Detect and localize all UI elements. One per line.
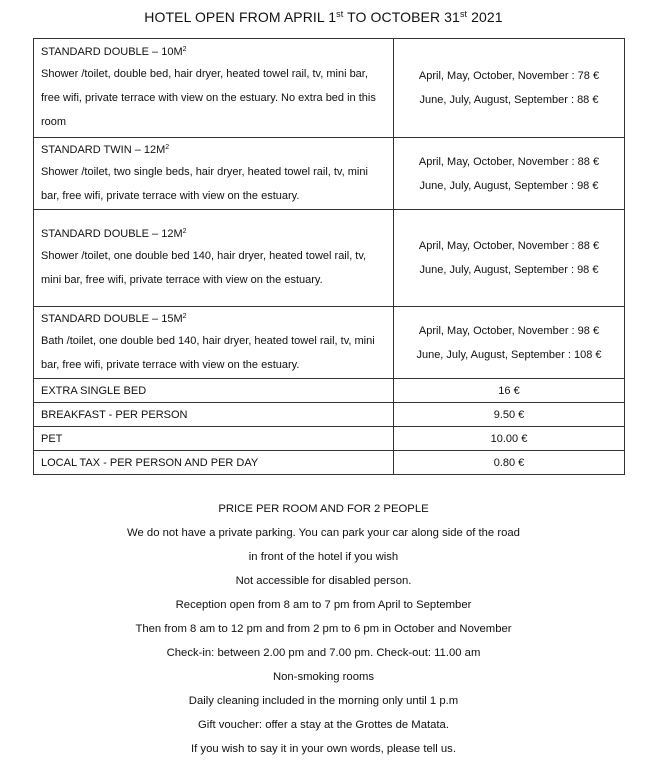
extra-row bbox=[34, 427, 625, 451]
room-price-cell bbox=[394, 307, 625, 379]
price-low-season: April, May, October, November : 98 € bbox=[418, 324, 600, 337]
extra-row bbox=[34, 451, 625, 475]
info-section bbox=[0, 501, 647, 765]
room-name-text: STANDARD DOUBLE – 12M bbox=[41, 228, 183, 240]
room-name bbox=[41, 42, 389, 62]
cleaning-note: Daily cleaning included in the morning only until 1 p.m bbox=[188, 695, 459, 707]
reception-hours-line-2: Then from 8 am to 12 pm and from 2 pm to 6 pm in October and November bbox=[135, 623, 512, 635]
title-prefix: HOTEL OPEN FROM APRIL 1 bbox=[144, 9, 337, 25]
room-price-cell bbox=[394, 138, 625, 210]
title-middle: TO OCTOBER 31 bbox=[343, 9, 460, 25]
room-description: Shower /toilet, two single beds, hair dryer, heated towel rail, tv, mini bar, free wifi, private terrace with view on the estuary. bbox=[41, 165, 368, 202]
room-row bbox=[34, 39, 625, 138]
check-in-out-times: Check-in: between 2.00 pm and 7.00 pm. Check-out: 11.00 am bbox=[166, 647, 481, 659]
extra-value: 9.50 € bbox=[394, 403, 625, 427]
room-description: Shower /toilet, one double bed 140, hair dryer, heated towel rail, tv, mini bar, free wifi, private terrace with view on the estuary. bbox=[41, 250, 367, 286]
parking-note-line-1: We do not have a private parking. You can park your car along side of the road bbox=[127, 527, 520, 539]
parking-note-line-2: in front of the hotel if you wish bbox=[248, 551, 399, 563]
room-row bbox=[34, 210, 625, 307]
room-name bbox=[41, 309, 389, 329]
extra-label: LOCAL TAX - PER PERSON AND PER DAY bbox=[34, 451, 394, 475]
room-description: Shower /toilet, double bed, hair dryer, heated towel rail, tv, mini bar, free wifi, private terrace with view on the estuary. No extra bed in this room bbox=[41, 68, 376, 128]
title-sup-first: st bbox=[336, 9, 344, 19]
price-low-season: April, May, October, November : 88 € bbox=[418, 240, 600, 252]
smoking-policy: Non-smoking rooms bbox=[272, 671, 375, 683]
room-price-cell bbox=[394, 39, 625, 138]
title-sup-second: st bbox=[459, 9, 468, 19]
extra-row bbox=[34, 403, 625, 427]
extra-row bbox=[34, 379, 625, 403]
price-low-season: April, May, October, November : 88 € bbox=[418, 155, 600, 168]
extra-value: 16 € bbox=[394, 379, 625, 403]
rates-table bbox=[33, 38, 625, 475]
room-unit-sup: 2 bbox=[182, 228, 187, 235]
room-price-cell bbox=[394, 210, 625, 307]
extra-label: BREAKFAST - PER PERSON bbox=[34, 403, 394, 427]
room-row bbox=[34, 138, 625, 210]
room-name-text: STANDARD DOUBLE – 10M bbox=[41, 46, 183, 58]
price-high-season: June, July, August, September : 88 € bbox=[419, 94, 599, 106]
reception-hours-line-1: Reception open from 8 am to 7 pm from April to September bbox=[175, 599, 472, 611]
room-description: Bath /toilet, one double bed 140, hair dryer, heated towel rail, tv, mini bar, free wifi, private terrace with view on the estuary. bbox=[41, 334, 375, 371]
room-unit-sup: 2 bbox=[182, 46, 187, 53]
extra-label: PET bbox=[34, 427, 394, 451]
accessibility-note: Not accessible for disabled person. bbox=[235, 575, 412, 587]
extra-value: 0.80 € bbox=[394, 451, 625, 475]
room-row bbox=[34, 307, 625, 379]
room-info-cell bbox=[34, 138, 394, 210]
gift-voucher-note: Gift voucher: offer a stay at the Grottes de Matata. bbox=[198, 719, 449, 731]
room-unit-sup: 2 bbox=[182, 312, 187, 320]
room-name-text: STANDARD DOUBLE – 15M bbox=[41, 312, 183, 325]
page-title bbox=[0, 8, 647, 26]
price-high-season: June, July, August, September : 108 € bbox=[416, 348, 602, 361]
extra-value: 10.00 € bbox=[394, 427, 625, 451]
room-info-cell bbox=[34, 307, 394, 379]
feedback-note: If you wish to say it in your own words, please tell us. bbox=[191, 743, 456, 755]
room-info-cell bbox=[34, 39, 394, 138]
price-low-season: April, May, October, November : 78 € bbox=[418, 70, 600, 82]
price-note: PRICE PER ROOM AND FOR 2 PEOPLE bbox=[218, 503, 429, 515]
title-suffix: 2021 bbox=[467, 9, 503, 25]
room-info-cell bbox=[34, 210, 394, 307]
price-high-season: June, July, August, September : 98 € bbox=[419, 179, 599, 192]
extra-label: EXTRA SINGLE BED bbox=[34, 379, 394, 403]
room-name bbox=[41, 140, 389, 160]
price-high-season: June, July, August, September : 98 € bbox=[419, 264, 599, 276]
room-unit-sup: 2 bbox=[165, 143, 170, 151]
room-name-text: STANDARD TWIN – 12M bbox=[41, 143, 166, 156]
room-name bbox=[41, 224, 389, 244]
